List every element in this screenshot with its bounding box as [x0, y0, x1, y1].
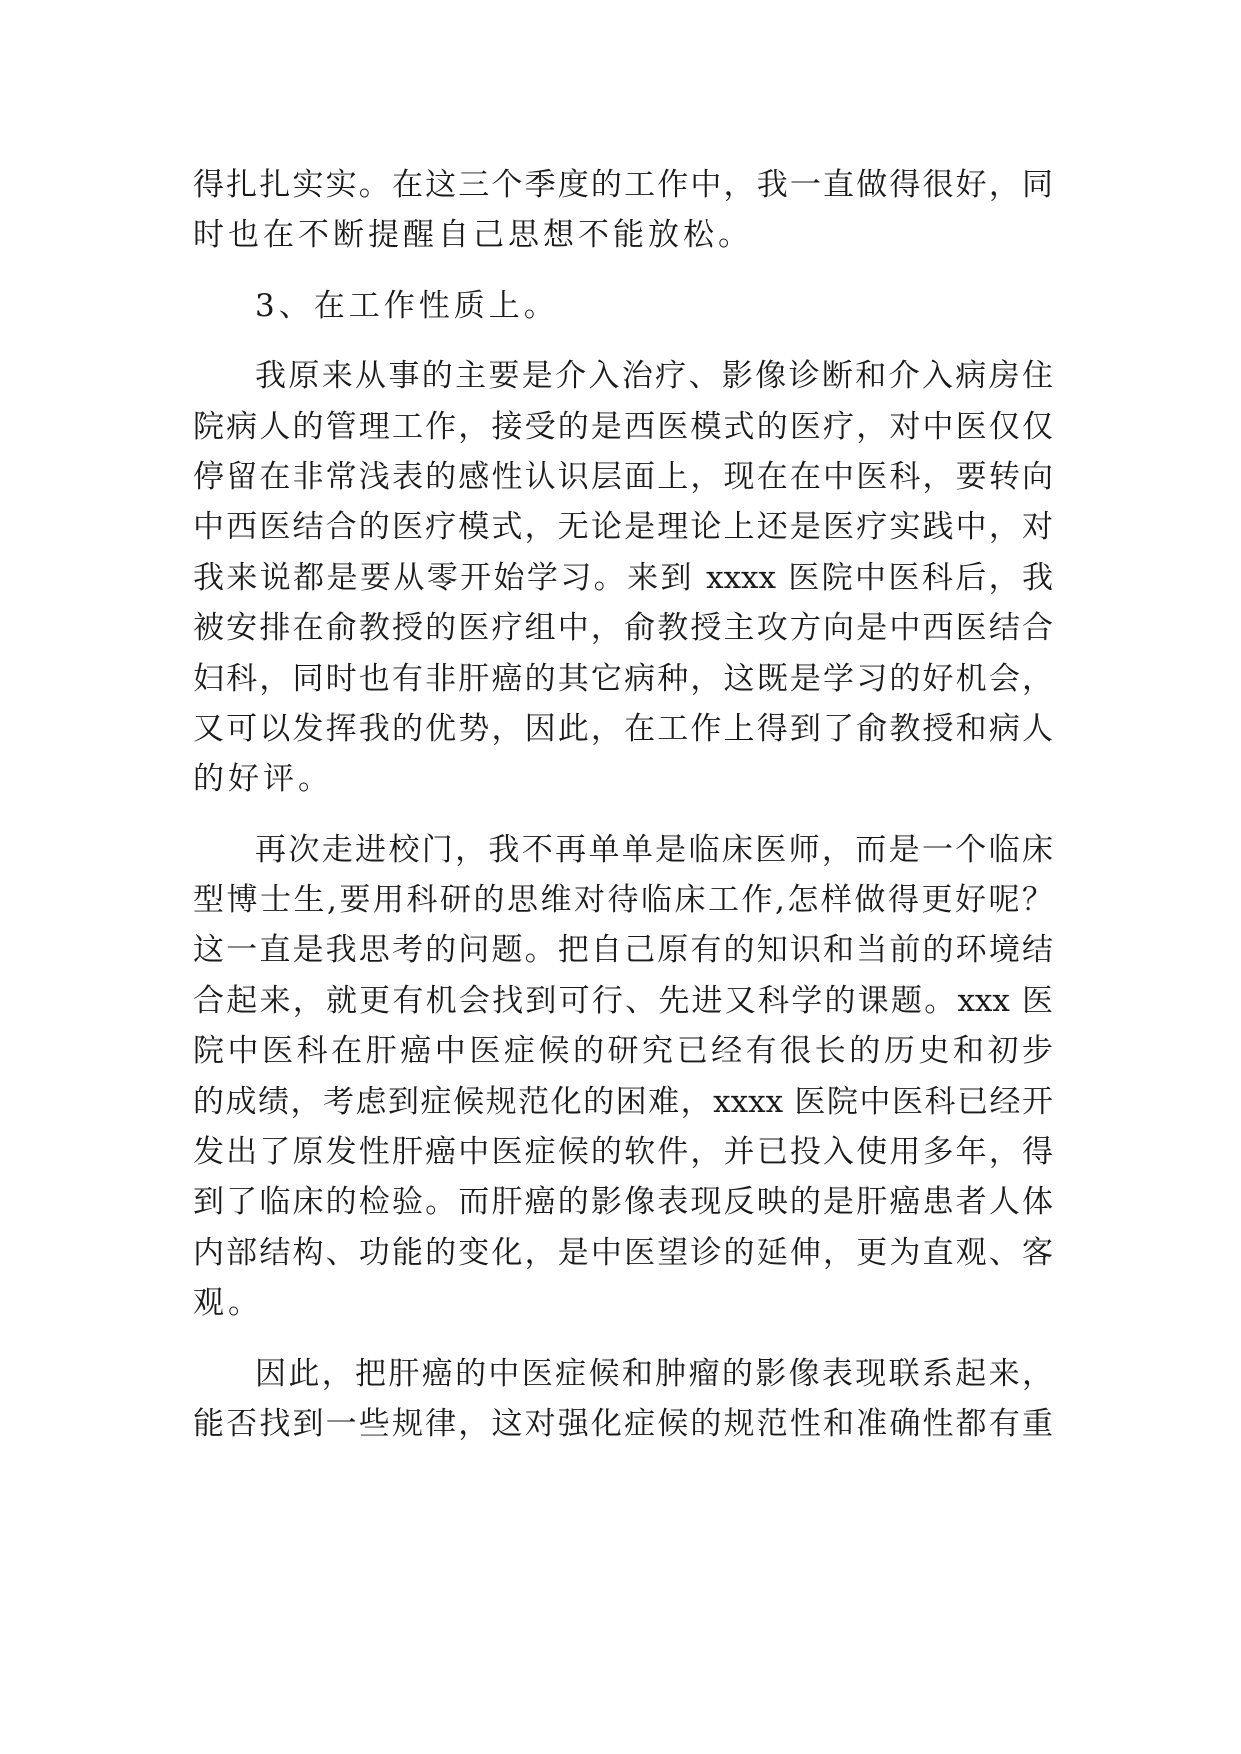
- text-line: 再次走进校门，我不再单单是临床医师，而是一个临床: [255, 831, 1053, 868]
- paragraph-gap: [193, 261, 1053, 281]
- text-line: 中西医结合的医疗模式，无论是理论上还是医疗实践中，对: [193, 509, 1053, 546]
- text-line: 得扎扎实实。在这三个季度的工作中，我一直做得很好，同: [193, 167, 1053, 203]
- text-line: 这一直是我思考的问题。把自己原有的知识和当前的环境结: [193, 932, 1053, 969]
- text-line: 的成绩，考虑到症候规范化的困难，xxxx 医院中医科已经开: [193, 1083, 1053, 1120]
- text-line: 又可以发挥我的优势，因此，在工作上得到了俞教授和病人: [193, 710, 1053, 747]
- document-body: [193, 160, 1053, 1449]
- text-line: 我原来从事的主要是介入治疗、影像诊断和介入病房住: [255, 358, 1053, 395]
- text-line: 停留在非常浅表的感性认识层面上，现在在中医科，要转向: [193, 458, 1053, 495]
- text-line: 能否找到一些规律，这对强化症候的规范性和准确性都有重: [193, 1405, 1053, 1442]
- text-line: 合起来，就更有机会找到可行、先进又科学的课题。xxx 医: [193, 982, 1053, 1019]
- text-line: 我来说都是要从零开始学习。来到 xxxx 医院中医科后，我: [193, 559, 1053, 596]
- text-line: 院中医科在肝癌中医症候的研究已经有很长的历史和初步: [193, 1033, 1053, 1070]
- paragraph-gap: [193, 331, 1053, 351]
- text-line: 因此，把肝癌的中医症候和肿瘤的影像表现联系起来，: [255, 1355, 1053, 1392]
- paragraph-gap: [193, 805, 1053, 825]
- text-line: 时也在不断提醒自己思想不能放松。: [193, 217, 753, 254]
- section-heading: 3、在工作性质上。: [255, 287, 559, 324]
- text-line: 到了临床的检验。而肝癌的影像表现反映的是肝癌患者人体: [193, 1184, 1053, 1221]
- text-line: 观。: [193, 1285, 263, 1322]
- text-line: 发出了原发性肝癌中医症候的软件，并已投入使用多年，得: [193, 1134, 1053, 1171]
- text-line: 内部结构、功能的变化，是中医望诊的延伸，更为直观、客: [193, 1234, 1053, 1271]
- text-line: 型博士生,要用科研的思维对待临床工作,怎样做得更好呢？: [193, 882, 1053, 919]
- text-line: 妇科，同时也有非肝癌的其它病种，这既是学习的好机会，: [193, 660, 1053, 697]
- text-line: 的好评。: [193, 761, 333, 798]
- paragraph-gap: [193, 1329, 1053, 1349]
- text-line: 院病人的管理工作，接受的是西医模式的医疗，对中医仅仅: [193, 408, 1053, 445]
- text-line: 被安排在俞教授的医疗组中，俞教授主攻方向是中西医结合: [193, 610, 1053, 647]
